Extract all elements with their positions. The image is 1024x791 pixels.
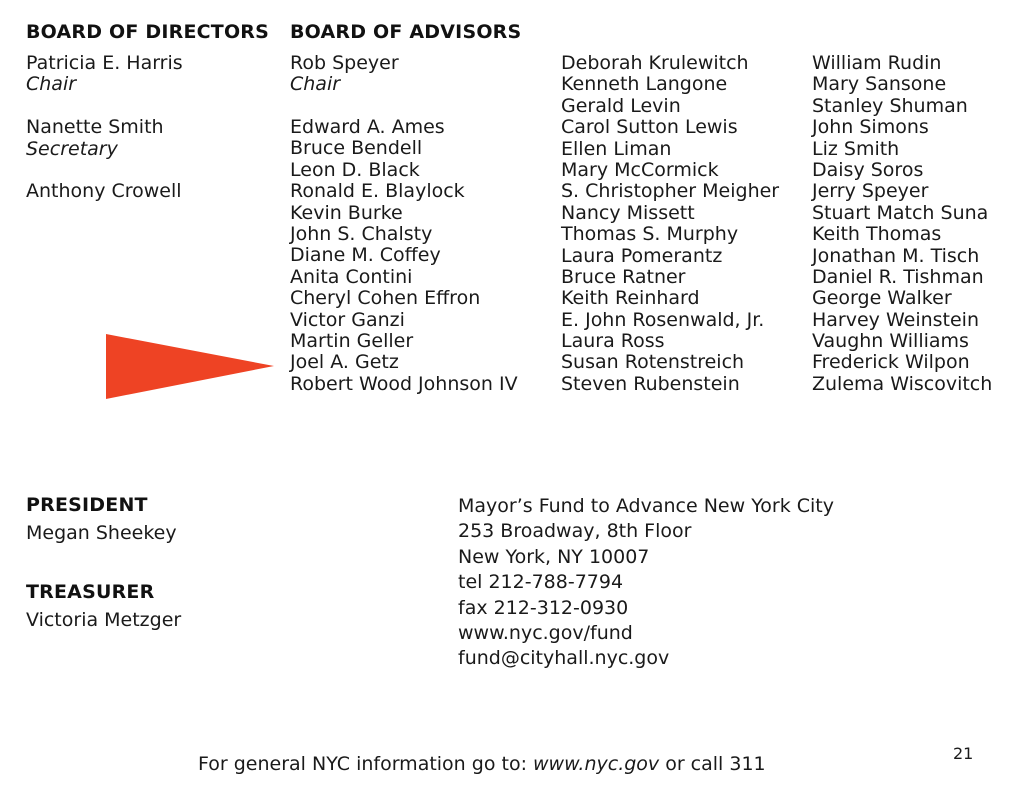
- board-of-directors-list: [26, 53, 183, 203]
- advisor-name: Bruce Ratner: [561, 265, 686, 288]
- advisor-name: Ellen Liman: [561, 137, 672, 160]
- advisor-name: Leon D. Black: [290, 158, 420, 181]
- advisor-name: Bruce Bendell: [290, 137, 423, 160]
- advisor-name: Kevin Burke: [290, 201, 403, 224]
- advisor-name: John Simons: [812, 116, 929, 139]
- advisor-name: Joel A. Getz: [290, 351, 399, 374]
- advisor-name: Robert Wood Johnson IV: [290, 372, 518, 395]
- footer-info: [198, 753, 766, 775]
- advisor-name: Carol Sutton Lewis: [561, 116, 738, 139]
- advisor-name: William Rudin: [812, 52, 942, 74]
- contact-block: [458, 494, 834, 672]
- advisor-name: Deborah Krulewitch: [561, 52, 749, 74]
- treasurer-name: Victoria Metzger: [26, 609, 182, 631]
- advisor-name: Steven Rubenstein: [561, 372, 740, 395]
- footer-suffix: or call 311: [659, 753, 766, 775]
- advisor-name: Stuart Match Suna: [812, 201, 989, 224]
- advisors-column-2: [561, 53, 779, 395]
- advisor-name: Stanley Shuman: [812, 94, 968, 117]
- advisor-name: Diane M. Coffey: [290, 244, 441, 267]
- president-heading: PRESIDENT: [26, 494, 148, 516]
- phone-number: tel 212-788-7794: [458, 571, 624, 594]
- advisor-name: Martin Geller: [290, 329, 414, 352]
- advisor-name: Cheryl Cohen Effron: [290, 287, 481, 310]
- president-name: Megan Sheekey: [26, 522, 177, 544]
- fax-number: fax 212-312-0930: [458, 596, 629, 619]
- footer-prefix: For general NYC information go to:: [198, 753, 534, 775]
- advisor-name: Vaughn Williams: [812, 330, 969, 353]
- website-link[interactable]: www.nyc.gov/fund: [458, 621, 633, 644]
- footer-site-link[interactable]: www.nyc.gov: [533, 753, 660, 775]
- red-pennant-icon: [104, 334, 276, 400]
- city-state-zip: New York, NY 10007: [458, 545, 650, 568]
- advisor-name: Mary McCormick: [561, 158, 719, 181]
- advisor-name: Anita Contini: [290, 265, 413, 288]
- director-name: Nanette Smith: [26, 116, 164, 139]
- advisor-name: Ronald E. Blaylock: [290, 180, 465, 203]
- advisor-name: Daniel R. Tishman: [812, 265, 984, 288]
- email-link[interactable]: fund@cityhall.nyc.gov: [458, 647, 670, 670]
- advisor-name: Gerald Levin: [561, 94, 681, 117]
- advisor-name: Harvey Weinstein: [812, 308, 980, 331]
- advisor-name: Daisy Soros: [812, 158, 924, 181]
- advisor-name: John S. Chalsty: [290, 222, 433, 245]
- advisor-name: Keith Reinhard: [561, 287, 700, 310]
- advisor-name: Liz Smith: [812, 137, 900, 160]
- street-address: 253 Broadway, 8th Floor: [458, 520, 692, 543]
- organization-name: Mayor’s Fund to Advance New York City: [458, 495, 834, 517]
- treasurer-heading: TREASURER: [26, 581, 155, 603]
- advisor-name: Victor Ganzi: [290, 308, 405, 331]
- director-role: Chair: [26, 73, 77, 96]
- page-number: 21: [953, 744, 974, 763]
- advisor-name: Kenneth Langone: [561, 73, 728, 96]
- director-name: Anthony Crowell: [26, 180, 182, 203]
- advisor-name: Mary Sansone: [812, 73, 947, 96]
- advisor-name: Zulema Wiscovitch: [812, 372, 993, 395]
- advisor-chair-name: Rob Speyer: [290, 52, 399, 74]
- advisor-name: Laura Ross: [561, 330, 665, 353]
- advisor-name: Thomas S. Murphy: [561, 223, 739, 246]
- advisor-name: Nancy Missett: [561, 201, 695, 224]
- advisors-chair-block: [290, 53, 399, 96]
- director-role: Secretary: [26, 137, 118, 160]
- advisors-column-1: [290, 117, 518, 395]
- advisor-name: Susan Rotenstreich: [561, 351, 745, 374]
- advisors-column-3: [812, 53, 992, 395]
- advisor-name: Frederick Wilpon: [812, 351, 970, 374]
- director-name: Patricia E. Harris: [26, 52, 183, 74]
- advisor-name: E. John Rosenwald, Jr.: [561, 308, 765, 331]
- advisor-name: Edward A. Ames: [290, 116, 445, 138]
- board-of-advisors-heading: BOARD OF ADVISORS: [290, 21, 522, 43]
- advisor-chair-role: Chair: [290, 73, 341, 96]
- advisor-name: George Walker: [812, 287, 952, 310]
- advisor-name: Jerry Speyer: [812, 180, 929, 203]
- advisor-name: Laura Pomerantz: [561, 244, 723, 267]
- advisor-name: Keith Thomas: [812, 223, 942, 246]
- advisor-name: S. Christopher Meigher: [561, 180, 780, 203]
- board-of-directors-heading: BOARD OF DIRECTORS: [26, 21, 270, 43]
- advisor-name: Jonathan M. Tisch: [812, 244, 980, 267]
